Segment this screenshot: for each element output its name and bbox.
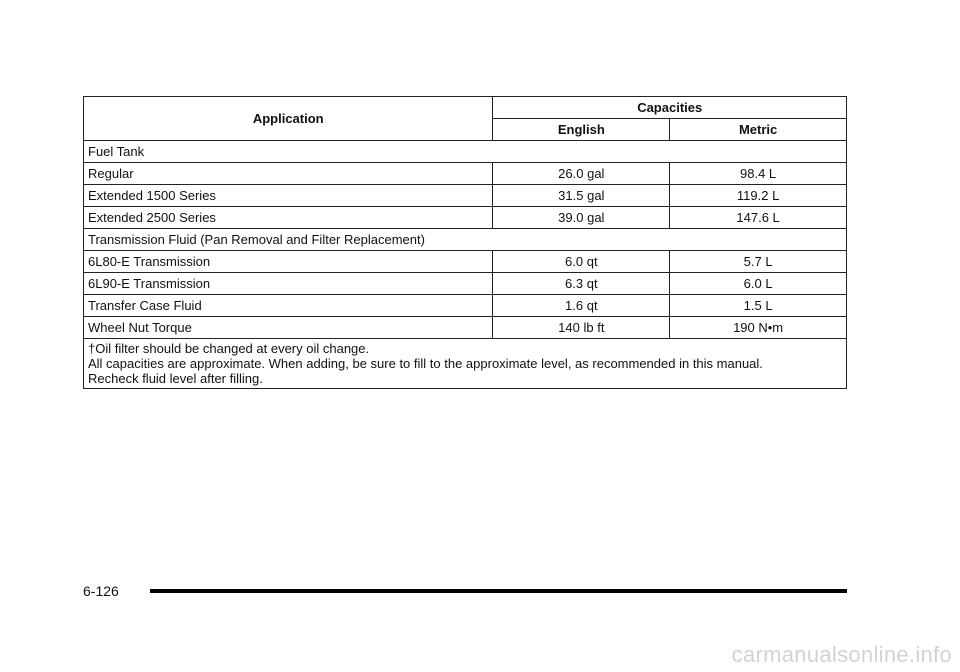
row-label: Wheel Nut Torque [84,317,493,339]
english-value: 140 lb ft [493,317,670,339]
notes-row [84,339,847,389]
header-capacities: Capacities [493,97,847,119]
english-value: 6.0 qt [493,251,670,273]
section-label: Fuel Tank [84,141,847,163]
english-value: 6.3 qt [493,273,670,295]
section-row-transmission [84,229,847,251]
note-approximate: All capacities are approximate. When adding, be sure to fill to the approximate level, as recommended in this manual. [88,356,763,371]
page-number: 6-126 [83,583,119,599]
table-row [84,251,847,273]
english-value: 31.5 gal [493,185,670,207]
metric-value: 119.2 L [670,185,847,207]
header-application: Application [84,97,493,141]
section-label: Transmission Fluid (Pan Removal and Filter Replacement) [84,229,847,251]
row-label: 6L90-E Transmission [84,273,493,295]
metric-value: 98.4 L [670,163,847,185]
english-value: 26.0 gal [493,163,670,185]
row-label: Transfer Case Fluid [84,295,493,317]
capacities-table [83,96,847,389]
row-label: 6L80-E Transmission [84,251,493,273]
note-oil-filter: †Oil filter should be changed at every oil change. [88,341,370,356]
header-english: English [493,119,670,141]
header-metric: Metric [670,119,847,141]
row-label: Extended 2500 Series [84,207,493,229]
metric-value: 1.5 L [670,295,847,317]
notes-cell [84,339,847,389]
table-row-wheel-nut [84,317,847,339]
english-value: 1.6 qt [493,295,670,317]
row-label: Extended 1500 Series [84,185,493,207]
note-recheck: Recheck fluid level after filling. [88,371,263,386]
metric-value: 147.6 L [670,207,847,229]
metric-value: 6.0 L [670,273,847,295]
section-row-fuel-tank [84,141,847,163]
table-row-transfer-case [84,295,847,317]
table-row [84,207,847,229]
footer-rule [150,589,847,593]
metric-value: 5.7 L [670,251,847,273]
table-row [84,163,847,185]
row-label: Regular [84,163,493,185]
table-header-row [84,97,847,119]
metric-value: 190 N•m [670,317,847,339]
english-value: 39.0 gal [493,207,670,229]
table-row [84,185,847,207]
table-row [84,273,847,295]
watermark: carmanualsonline.info [731,642,952,667]
